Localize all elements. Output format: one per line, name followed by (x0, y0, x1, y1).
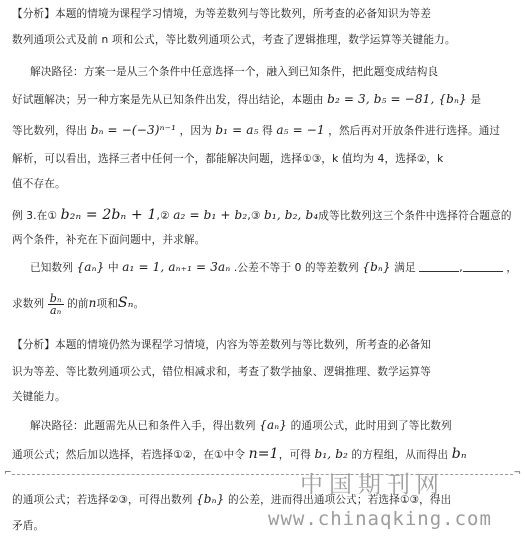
formula-bn: bₙ = −(−3)ⁿ⁻¹ (90, 123, 177, 137)
solution-2-line-1: 解决路径：此题需先从已和条件入手，得出数列 {aₙ} 的通项公式，此时用到了等比数列 (30, 418, 452, 432)
solution-2-line-4: 矛盾。 (12, 520, 45, 532)
watermark-site-name: 中国期刊网 (300, 472, 445, 498)
formula-b1-b2: b₁, b₂ (314, 447, 348, 461)
margin-mark-left: ⌐ (4, 468, 12, 478)
solution-2-line-2: 通项公式；然后加以选择，若选择①②，在①中令 n=1，可得 b₁, b₂ 的方程组，从而得出 bₙ (12, 446, 467, 462)
solution-1-line-1: 解决路径：方案一是从三个条件中任意选择一个，融入到已知条件，把此题变成结构良 (30, 66, 439, 78)
margin-mark-right: ¬ (513, 468, 521, 478)
example-3-line-4: 求数列 $\frac{\text{bₙ}}{\text{aₙ}}$ 的前n项和Sₙ。 (12, 291, 145, 317)
example-3-line-3: 已知数列 {aₙ} 中 a₁ = 1, aₙ₊₁ = 3aₙ .公差不等于 0 的等差数列 {bₙ} 满足 , ， (30, 260, 518, 274)
formula-n-equals-1: n=1 (248, 446, 279, 462)
answer-blank-1 (419, 261, 459, 272)
analysis-1-line-2: 数列通项公式及前 n 项和公式，等比数列通项公式，考查了逻辑推理，数学运算等关键能力。 (12, 34, 456, 46)
example-3-line-2: 两个条件，补充在下面问题中，并求解。 (12, 234, 206, 246)
answer-blank-2 (463, 261, 503, 272)
formula-a5: a₅ = −1 (276, 123, 325, 137)
solution-1-line-3: 等比数列，得出 bₙ = −(−3)ⁿ⁻¹ ，因为 b₁ = a₅ 得 a₅ = −1 ，然后再对开放条件进行选择。通过 (12, 123, 501, 137)
condition-1-formula: b₂ₙ = 2bₙ + 1 (60, 207, 157, 223)
sequence-a-symbol-2: {aₙ} (259, 418, 288, 432)
condition-2-formula: a₂ = b₁ + b₂ (173, 208, 248, 222)
formula-bn-2: bₙ (451, 446, 467, 462)
analysis-2-line-2: 识为等差、等比数列通项公式，错位相减求和，考查了数学抽象、逻辑推理、数学运算等 (12, 366, 432, 378)
sequence-a-definition: a₁ = 1, aₙ₊₁ = 3aₙ (122, 260, 231, 274)
fraction-bn-over-an: $\frac{\text{bₙ}}{\text{aₙ}}$ (49, 291, 62, 317)
formula-b2-b5: b₂ = 3, b₅ = −81, {bₙ} (327, 92, 467, 106)
solution-1-line-5: 值不存在。 (12, 178, 66, 190)
solution-1-line-4: 解析，可以看出，选择三者中任何一个，都能解决问题，选择①③，k 值均为 4，选择②，k (12, 153, 444, 165)
solution-1-line-2: 好试题解决；另一种方案是先从已知条件出发，得出结论，本题由 b₂ = 3, b₅ = −81, {bₙ} 是 (12, 92, 482, 106)
sum-sn: Sₙ (118, 295, 134, 311)
analysis-2-line-3: 关键能力。 (12, 391, 66, 403)
analysis-1-line-1: 【分析】本题的情境为课程学习情境，为等差数列与等比数列，所考查的必备知识为等差 (12, 8, 432, 20)
formula-b1-a5: b₁ = a₅ (215, 123, 259, 137)
sequence-b-symbol-2: {bₙ} (195, 492, 225, 506)
solution-2-line-3: 的通项公式；若选择②③，可得出数列 {bₙ} 的公差，进而得出通项公式；若选择①③，得出 (12, 492, 452, 506)
analysis-2-line-1: 【分析】本题的情境仍然为课程学习情境，内容为等差数列与等比数列，所考查的必备知 (12, 339, 432, 351)
example-3-line-1: 例 3.在① b₂ₙ = 2bₙ + 1,② a₂ = b₁ + b₂,③ b₁, b₂, b₄成等比数列这三个条件中选择符合题意的 (12, 207, 512, 223)
condition-3-formula: b₁, b₂, b₄ (264, 208, 319, 222)
sequence-b-symbol: {bₙ} (362, 260, 391, 274)
watermark-site-url: www.chinaqking.com (268, 508, 492, 530)
sequence-a-symbol: {aₙ} (76, 260, 105, 274)
